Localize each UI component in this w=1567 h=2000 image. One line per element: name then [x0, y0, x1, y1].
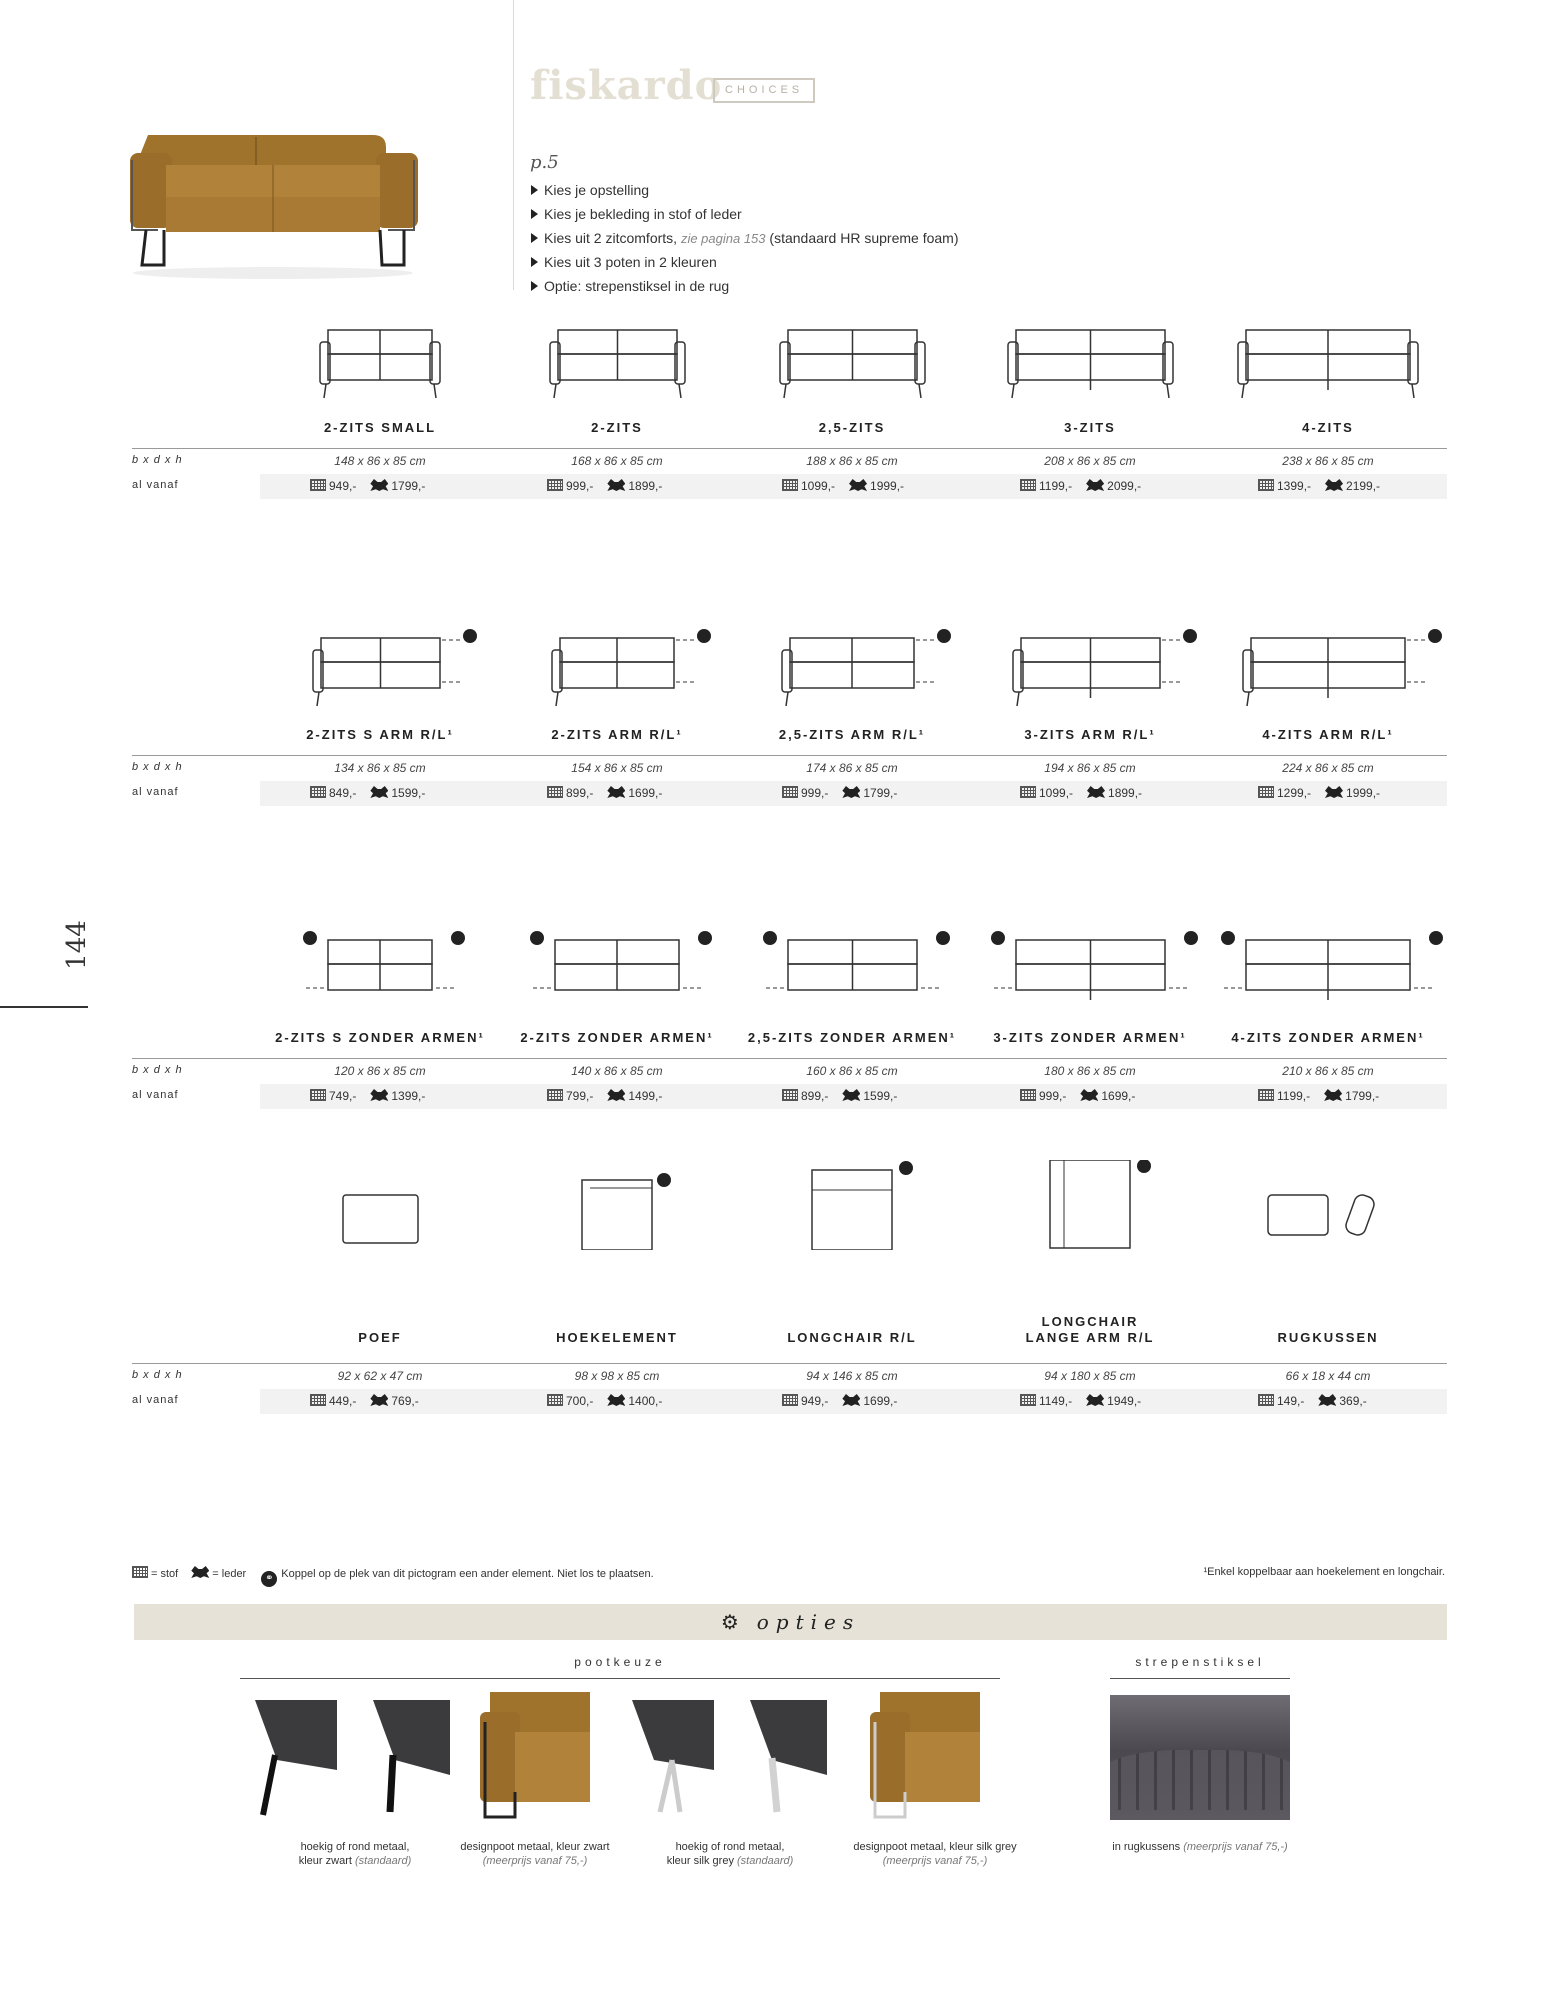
fabric-icon [1258, 479, 1274, 491]
fabric-icon [1258, 1089, 1274, 1101]
module-drawing [782, 1160, 922, 1250]
module-name: LONGCHAIR [1041, 1314, 1139, 1329]
stitch-label: strepenstiksel [1135, 1655, 1265, 1669]
price-label: al vanaf [132, 479, 179, 491]
leather-icon [842, 1394, 860, 1406]
price-leather: 1949,- [1107, 1394, 1142, 1408]
module-price [782, 786, 897, 800]
module-dimensions: 94 x 146 x 85 cm [806, 1369, 898, 1383]
fabric-icon [547, 1394, 563, 1406]
module-drawing [978, 320, 1203, 410]
module-price [1258, 1394, 1367, 1408]
link-icon: ⚭ [261, 1571, 277, 1587]
module-dimensions: 238 x 86 x 85 cm [1282, 454, 1374, 468]
price-leather: 1899,- [628, 479, 663, 493]
price-leather: 1599,- [863, 1089, 898, 1103]
module-price [782, 479, 904, 493]
fabric-icon [310, 1089, 326, 1101]
feature-item: Optie: strepenstiksel in de rug [530, 274, 958, 298]
module-dimensions: 98 x 98 x 85 cm [574, 1369, 660, 1383]
module-price [782, 1089, 897, 1103]
module-dimensions: 188 x 86 x 85 cm [806, 454, 898, 468]
module-name: 3-ZITS [1064, 420, 1116, 435]
fabric-icon [547, 479, 563, 491]
leather-icon [607, 479, 625, 491]
module-name: 4-ZITS ZONDER ARMEN¹ [1231, 1030, 1425, 1045]
module-dimensions: 140 x 86 x 85 cm [571, 1064, 663, 1078]
price-leather: 1699,- [1101, 1089, 1136, 1103]
feature-item: Kies je opstelling [530, 178, 958, 202]
module-drawing [983, 628, 1198, 718]
page-reference: p.5 [530, 152, 559, 173]
leather-icon [370, 1394, 388, 1406]
module-drawing [750, 320, 955, 410]
module-dimensions: 224 x 86 x 85 cm [1282, 761, 1374, 775]
module-price [1258, 479, 1380, 493]
leg-caption-2: designpoot metaal, kleur zwart (meerprijs vanaf 75,-) [460, 1841, 610, 1867]
module-drawing [752, 628, 952, 718]
price-leather: 2199,- [1346, 479, 1381, 493]
module-drawing [520, 320, 715, 410]
stitch-rule [1110, 1678, 1290, 1679]
module-drawing [517, 930, 717, 1020]
leg-choice-label: pootkeuze [574, 1655, 666, 1669]
module-name: 2-ZITS [591, 420, 643, 435]
leg-photo-design-silk-grey [870, 1692, 980, 1822]
price-fabric: 999,- [801, 786, 829, 800]
leather-icon [607, 1394, 625, 1406]
fabric-icon [547, 1089, 563, 1101]
leather-icon [1318, 1394, 1336, 1406]
brand-title: fiskardo [530, 62, 723, 109]
feature-list [530, 178, 958, 298]
module-price [782, 1394, 897, 1408]
module-name: 2,5-ZITS ZONDER ARMEN¹ [747, 1030, 957, 1045]
feature-page-ref: zie pagina 153 [680, 231, 766, 246]
leather-icon [370, 1089, 388, 1101]
price-leather: 1699,- [863, 1394, 898, 1408]
module-dimensions: 154 x 86 x 85 cm [571, 761, 663, 775]
leg-caption-4: designpoot metaal, kleur silk grey (meerprijs vanaf 75,-) [853, 1841, 1017, 1867]
module-name: 2-ZITS S ARM R/L¹ [306, 727, 454, 742]
stitching-photo [1110, 1695, 1290, 1820]
module-price [1020, 1394, 1141, 1408]
module-dimensions: 66 x 18 x 44 cm [1285, 1369, 1371, 1383]
module-drawing [1208, 930, 1448, 1020]
leather-icon [849, 479, 867, 491]
module-drawing [1238, 1160, 1418, 1250]
module-name: HOEKELEMENT [556, 1330, 678, 1345]
fabric-icon [1258, 786, 1274, 798]
price-leather: 1799,- [863, 786, 898, 800]
leather-icon [607, 1089, 625, 1101]
module-name: LANGE ARM R/L [1025, 1330, 1155, 1345]
price-fabric: 899,- [801, 1089, 829, 1103]
fabric-icon [1020, 1089, 1036, 1101]
dims-label: b x d x h [132, 761, 183, 773]
leg-choice-rule [240, 1678, 1000, 1679]
header-divider [513, 0, 514, 290]
module-price [547, 1089, 662, 1103]
module-name: 2-ZITS S ZONDER ARMEN¹ [275, 1030, 485, 1045]
price-fabric: 999,- [1039, 1089, 1067, 1103]
module-price [547, 479, 662, 493]
leather-icon [1086, 479, 1104, 491]
options-title: ⚙ opties [720, 1610, 861, 1634]
price-label: al vanaf [132, 1394, 179, 1406]
module-price [310, 1089, 425, 1103]
stitch-caption: in rugkussens (meerprijs vanaf 75,-) [1112, 1841, 1288, 1853]
row-rule [132, 448, 1447, 449]
module-dimensions: 168 x 86 x 85 cm [571, 454, 663, 468]
page-number-rule [0, 1006, 88, 1008]
leather-icon [1080, 1089, 1098, 1101]
module-drawing [290, 930, 470, 1020]
footnote: ¹Enkel koppelbaar aan hoekelement en longchair. [1203, 1566, 1445, 1578]
module-price [1020, 479, 1141, 493]
price-fabric: 449,- [329, 1394, 357, 1408]
row-rule [132, 1058, 1447, 1059]
feature-item: Kies uit 2 zitcomforts, zie pagina 153 (standaard HR supreme foam) [530, 226, 958, 250]
module-price [1258, 786, 1380, 800]
module-name: 2,5-ZITS ARM R/L¹ [778, 727, 926, 742]
price-leather: 1400,- [628, 1394, 663, 1408]
price-fabric: 849,- [329, 786, 357, 800]
fabric-icon [1020, 1394, 1036, 1406]
fabric-icon [310, 479, 326, 491]
leather-icon [370, 479, 388, 491]
module-dimensions: 120 x 86 x 85 cm [334, 1064, 426, 1078]
module-name: LONGCHAIR R/L [787, 1330, 917, 1345]
price-leather: 1599,- [391, 786, 426, 800]
price-leather: 769,- [391, 1394, 419, 1408]
price-fabric: 1099,- [1039, 786, 1074, 800]
price-fabric: 149,- [1277, 1394, 1305, 1408]
module-dimensions: 148 x 86 x 85 cm [334, 454, 426, 468]
module-drawing [290, 320, 470, 410]
module-price [547, 1394, 662, 1408]
module-price [1258, 1089, 1379, 1103]
module-drawing [283, 628, 478, 718]
module-drawing [1213, 628, 1443, 718]
price-fabric: 1299,- [1277, 786, 1312, 800]
module-drawing [750, 930, 955, 1020]
module-name: 2-ZITS ARM R/L¹ [551, 727, 683, 742]
row-rule [132, 1363, 1447, 1364]
module-name: RUGKUSSEN [1277, 1330, 1379, 1345]
module-price [310, 1394, 419, 1408]
price-fabric: 949,- [329, 479, 357, 493]
price-fabric: 799,- [566, 1089, 594, 1103]
price-leather: 1699,- [628, 786, 663, 800]
price-fabric: 749,- [329, 1089, 357, 1103]
leather-icon [1087, 786, 1105, 798]
price-fabric: 1099,- [801, 479, 836, 493]
feature-item: Kies je bekleding in stof of leder [530, 202, 958, 226]
price-leather: 1399,- [391, 1089, 426, 1103]
module-drawing [522, 628, 712, 718]
price-fabric: 1199,- [1277, 1089, 1311, 1103]
module-price [310, 786, 425, 800]
price-fabric: 949,- [801, 1394, 829, 1408]
module-drawing [978, 930, 1203, 1020]
choices-badge: CHOICES [713, 78, 815, 103]
price-leather: 1799,- [1345, 1089, 1380, 1103]
fabric-icon [782, 786, 798, 798]
fabric-icon [1020, 479, 1036, 491]
module-dimensions: 174 x 86 x 85 cm [806, 761, 898, 775]
price-fabric: 1149,- [1039, 1394, 1073, 1408]
price-leather: 1999,- [1346, 786, 1381, 800]
module-drawing [1208, 320, 1448, 410]
module-dimensions: 194 x 86 x 85 cm [1044, 761, 1136, 775]
module-dimensions: 210 x 86 x 85 cm [1282, 1064, 1374, 1078]
module-name: 2-ZITS SMALL [323, 420, 437, 435]
dims-label: b x d x h [132, 1064, 183, 1076]
price-label: al vanaf [132, 786, 179, 798]
price-leather: 1999,- [870, 479, 905, 493]
legend: = stof = leder ⚭ Koppel op de plek van dit pictogram een ander element. Niet los te plaatsen. [132, 1566, 654, 1587]
fabric-icon [132, 1566, 148, 1578]
leg-caption-1: hoekig of rond metaal, kleur zwart (standaard) [298, 1841, 412, 1867]
module-drawing [1020, 1160, 1160, 1250]
module-name: 3-ZITS ARM R/L¹ [1024, 727, 1156, 742]
module-price [547, 786, 662, 800]
row-rule [132, 755, 1447, 756]
module-dimensions: 134 x 86 x 85 cm [334, 761, 426, 775]
module-dimensions: 208 x 86 x 85 cm [1044, 454, 1136, 468]
leather-icon [370, 786, 388, 798]
fabric-icon [782, 479, 798, 491]
fabric-icon [1258, 1394, 1274, 1406]
leather-icon [842, 786, 860, 798]
module-price [1020, 1089, 1135, 1103]
module-price [310, 479, 425, 493]
module-drawing [313, 1160, 448, 1250]
price-label: al vanaf [132, 1089, 179, 1101]
module-drawing [552, 1160, 682, 1250]
leg-caption-3: hoekig of rond metaal, kleur silk grey (standaard) [666, 1841, 794, 1867]
leather-icon [1086, 1394, 1104, 1406]
gear-icon: ⚙ [720, 1610, 739, 1634]
module-price [1020, 786, 1142, 800]
sofa-photo [128, 125, 418, 280]
module-name: 2,5-ZITS [818, 420, 886, 435]
price-leather: 369,- [1339, 1394, 1367, 1408]
module-name: POEF [358, 1330, 402, 1345]
fabric-icon [782, 1089, 798, 1101]
price-leather: 1899,- [1108, 786, 1143, 800]
leg-photo-silk-grey-metal [632, 1700, 832, 1820]
leg-photo-black-metal [255, 1700, 455, 1820]
module-name: 2-ZITS ZONDER ARMEN¹ [520, 1030, 714, 1045]
module-dimensions: 94 x 180 x 85 cm [1044, 1369, 1136, 1383]
module-dimensions: 160 x 86 x 85 cm [806, 1064, 898, 1078]
feature-item: Kies uit 3 poten in 2 kleuren [530, 250, 958, 274]
leather-icon [191, 1566, 209, 1578]
price-fabric: 700,- [566, 1394, 594, 1408]
price-leather: 1499,- [628, 1089, 663, 1103]
price-leather: 2099,- [1107, 479, 1142, 493]
price-leather: 1799,- [391, 479, 426, 493]
leather-icon [842, 1089, 860, 1101]
price-fabric: 1399,- [1277, 479, 1312, 493]
price-fabric: 1199,- [1039, 479, 1073, 493]
leather-icon [1325, 786, 1343, 798]
price-fabric: 999,- [566, 479, 594, 493]
leather-icon [1324, 1089, 1342, 1101]
fabric-icon [547, 786, 563, 798]
module-name: 3-ZITS ZONDER ARMEN¹ [993, 1030, 1187, 1045]
page-number: 144 [61, 920, 92, 970]
module-name: 4-ZITS ARM R/L¹ [1262, 727, 1394, 742]
fabric-icon [1020, 786, 1036, 798]
module-dimensions: 92 x 62 x 47 cm [337, 1369, 423, 1383]
dims-label: b x d x h [132, 1369, 183, 1381]
fabric-icon [782, 1394, 798, 1406]
module-name: 4-ZITS [1302, 420, 1354, 435]
fabric-icon [310, 1394, 326, 1406]
leg-photo-design-black [480, 1692, 590, 1822]
price-fabric: 899,- [566, 786, 594, 800]
module-dimensions: 180 x 86 x 85 cm [1044, 1064, 1136, 1078]
fabric-icon [310, 786, 326, 798]
dims-label: b x d x h [132, 454, 183, 466]
options-bar [134, 1604, 1447, 1640]
leather-icon [607, 786, 625, 798]
leather-icon [1325, 479, 1343, 491]
